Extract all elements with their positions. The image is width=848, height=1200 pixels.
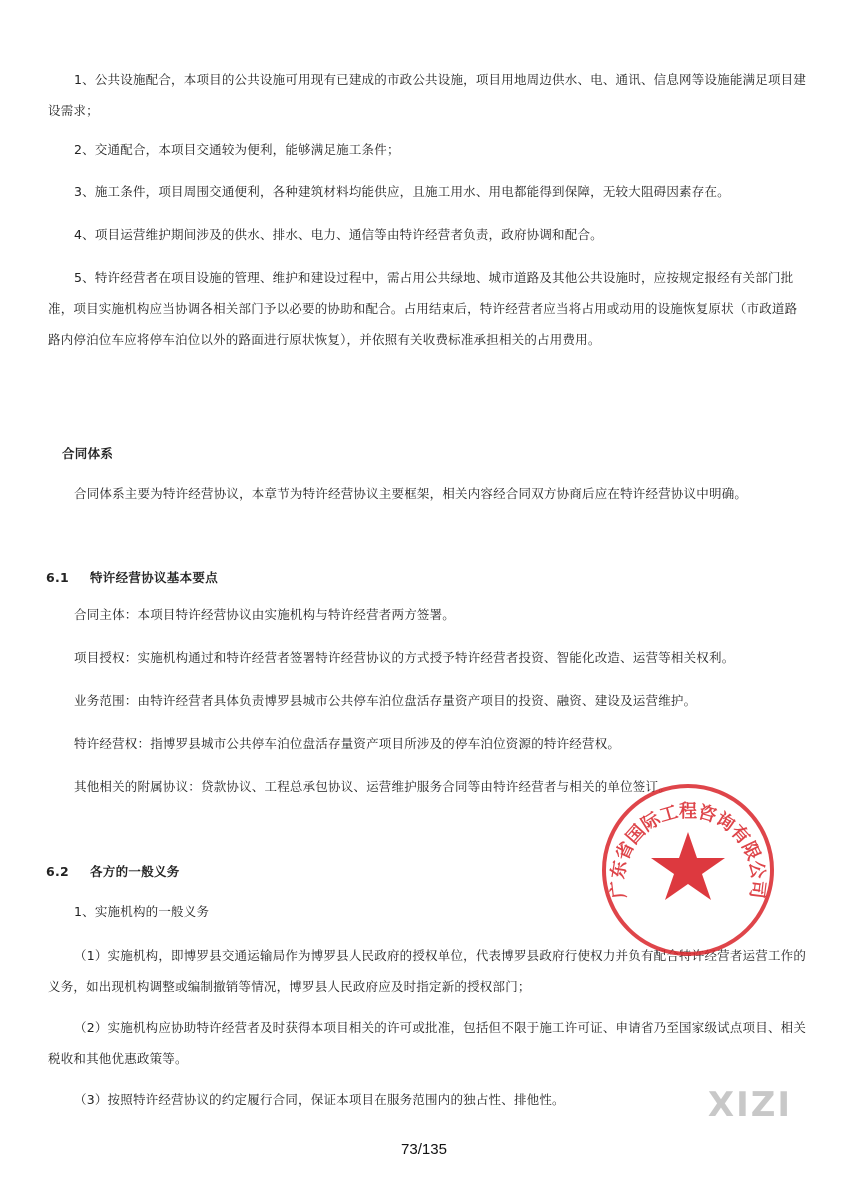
contract-system-text: 合同体系主要为特许经营协议，本章节为特许经营协议主要框架，相关内容经合同双方协商后应在特许经营协议中明确。 bbox=[74, 486, 748, 501]
company-seal-icon bbox=[598, 780, 778, 960]
list-item: 业务范围：由特许经营者具体负责博罗县城市公共停车泊位盘活存量资产项目的投资、融资、建设及运营维护。 bbox=[74, 693, 697, 708]
section-title: 特许经营协议基本要点 bbox=[90, 570, 219, 585]
paragraph-traffic: 2、交通配合，本项目交通较为便利，能够满足施工条件； bbox=[74, 142, 400, 157]
section-number: 6.2 bbox=[46, 864, 70, 879]
paragraph-public-facilities: 1、公共设施配合，本项目的公共设施可用现有已建成的市政公共设施，项目用地周边供水、电、通讯、信息网等设施能满足项目建设需求； bbox=[48, 72, 807, 118]
list-item: （1）实施机构，即博罗县交通运输局作为博罗县人民政府的授权单位，代表博罗县政府行使权力并负有配合特许经营者运营工作的义务，如出现机构调整或编制撤销等情况，博罗县人民政府应及时指定新的授权部门； bbox=[48, 948, 807, 994]
list-item: 项目授权：实施机构通过和特许经营者签署特许经营协议的方式授予特许经营者投资、智能化改造、运营等相关权利。 bbox=[74, 650, 735, 665]
paragraph-construction-conditions: 3、施工条件，项目周围交通便利，各种建筑材料均能供应，且施工用水、用电都能得到保障，无较大阻碍因素存在。 bbox=[74, 184, 730, 199]
list-item: 其他相关的附属协议：贷款协议、工程总承包协议、运营维护服务合同等由特许经营者与相关的单位签订。 bbox=[74, 779, 671, 794]
xizi-watermark-icon bbox=[690, 1084, 810, 1124]
page-number: 73/135 bbox=[401, 1141, 447, 1158]
subsection-heading: 1、实施机构的一般义务 bbox=[74, 904, 210, 919]
seal-text: 广东省国际工程咨询有限公司 bbox=[607, 800, 769, 900]
section-title: 各方的一般义务 bbox=[90, 864, 180, 879]
section-number: 6.1 bbox=[46, 570, 70, 585]
paragraph-operation-maintenance: 4、项目运营维护期间涉及的供水、排水、电力、通信等由特许经营者负责，政府协调和配合。 bbox=[74, 227, 603, 242]
list-item: （3）按照特许经营协议的约定履行合同，保证本项目在服务范围内的独占性、排他性。 bbox=[74, 1092, 565, 1107]
contract-system-heading: 合同体系 bbox=[62, 446, 114, 461]
watermark-text: XIZI bbox=[707, 1085, 793, 1124]
list-item: （2）实施机构应协助特许经营者及时获得本项目相关的许可或批准，包括但不限于施工许可证、申请省乃至国家级试点项目、相关税收和其他优惠政策等。 bbox=[48, 1020, 807, 1066]
section-6-2-heading bbox=[46, 862, 180, 882]
list-item: 特许经营权：指博罗县城市公共停车泊位盘活存量资产项目所涉及的停车泊位资源的特许经营权。 bbox=[74, 736, 621, 751]
paragraph-facility-occupation: 5、特许经营者在项目设施的管理、维护和建设过程中，需占用公共绿地、城市道路及其他公共设施时，应按规定报经有关部门批准，项目实施机构应当协调各相关部门予以必要的协助和配合。占用结束后，特许经营者应当将占用或动用的设施恢复原状（市政道路路内停泊位车应将停车泊位以外的路面进行原状恢复），并依照有关收费标准承担相关的占用费用。 bbox=[48, 270, 798, 347]
section-6-1-heading bbox=[46, 568, 218, 588]
list-item: 合同主体：本项目特许经营协议由实施机构与特许经营者两方签署。 bbox=[74, 607, 456, 622]
